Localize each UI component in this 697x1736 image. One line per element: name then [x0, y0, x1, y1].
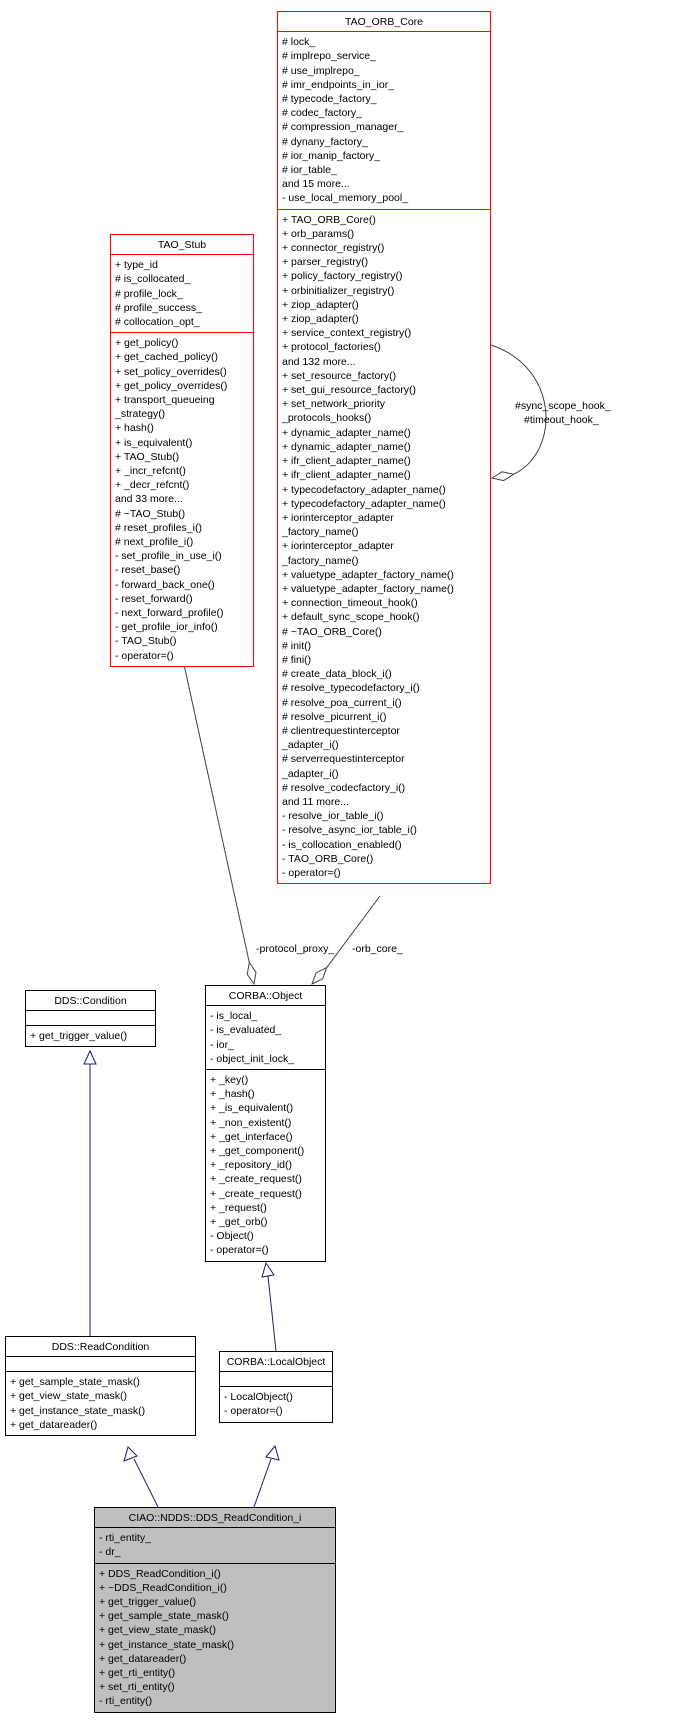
member-line: - operator=() [224, 1405, 283, 1418]
member-line: + ifr_client_adapter_name() [282, 469, 411, 482]
member-line: + _create_request() [210, 1187, 302, 1200]
member-line: + _decr_refcnt() [115, 479, 190, 492]
member-line: # resolve_picurrent_i() [282, 710, 387, 723]
aggregation-diamond-icon [247, 963, 256, 985]
member-line: + iorinterceptor_adapter [282, 540, 394, 553]
member-line: + default_sync_scope_hook() [282, 611, 420, 624]
member-line: _factory_name() [282, 526, 359, 539]
methods-section [26, 1025, 155, 1046]
member-line: - is_evaluated_ [210, 1024, 282, 1037]
member-line: - operator=() [282, 866, 341, 879]
member-line: + _non_existent() [210, 1116, 292, 1129]
member-line: + ifr_client_adapter_name() [282, 455, 411, 468]
member-line: + get_datareader() [10, 1418, 98, 1431]
member-line: # codec_factory_ [282, 107, 362, 120]
member-line: + service_context_registry() [282, 327, 412, 340]
member-line: + get_sample_state_mask() [99, 1610, 229, 1623]
member-line: - TAO_Stub() [115, 635, 177, 648]
member-line: # fini() [282, 653, 312, 666]
member-line: - operator=() [115, 649, 174, 662]
edge-aggregation-orb-core [327, 896, 380, 968]
member-line: + _create_request() [210, 1173, 302, 1186]
member-line: # compression_manager_ [282, 121, 404, 134]
member-line: + protocol_factories() [282, 341, 381, 354]
member-line: # ~TAO_ORB_Core() [282, 625, 382, 638]
methods-section [278, 209, 490, 884]
edge-label-orb-core: -orb_core_ [352, 943, 403, 955]
member-line: + TAO_ORB_Core() [282, 213, 376, 226]
member-line: # collocation_opt_ [115, 316, 200, 329]
member-line: + _get_orb() [210, 1216, 268, 1229]
member-line: + get_cached_policy() [115, 351, 219, 364]
member-line: + typecodefactory_adapter_name() [282, 497, 446, 510]
member-line: # resolve_poa_current_i() [282, 696, 402, 709]
member-line: - reset_forward() [115, 592, 193, 605]
edge-inheritance-ciao-localobject [254, 1459, 271, 1507]
member-line: + set_policy_overrides() [115, 365, 227, 378]
member-line: and 132 more... [282, 355, 356, 368]
member-line: # imr_endpoints_in_ior_ [282, 78, 395, 91]
member-line: # implrepo_service_ [282, 50, 376, 63]
inheritance-triangle-icon [266, 1446, 279, 1460]
member-line: + is_equivalent() [115, 436, 193, 449]
member-line: - resolve_ior_table_i() [282, 810, 384, 823]
member-line: + connector_registry() [282, 242, 385, 255]
member-line: # is_collocated_ [115, 273, 191, 286]
member-line: + get_instance_state_mask() [10, 1404, 146, 1417]
class-title: TAO_ORB_Core [345, 16, 423, 28]
member-line: + get_sample_state_mask() [10, 1376, 140, 1389]
member-line: + _repository_id() [210, 1159, 292, 1172]
class-box-tao-orb-core[interactable] [277, 11, 491, 884]
attributes-section [95, 1527, 335, 1562]
member-line: # ior_table_ [282, 164, 337, 177]
member-line: # init() [282, 639, 312, 652]
edge-inheritance-ciao-readcondition [134, 1459, 158, 1507]
member-line: # ~TAO_Stub() [115, 507, 186, 520]
member-line: + transport_queueing [115, 394, 215, 407]
member-line: # use_implrepo_ [282, 64, 360, 77]
member-line: # next_profile_i() [115, 536, 194, 549]
member-line: + get_datareader() [99, 1652, 187, 1665]
attributes-section [111, 254, 253, 332]
methods-section [206, 1069, 325, 1261]
member-line: + ~DDS_ReadCondition_i() [99, 1581, 227, 1594]
member-line: + get_view_state_mask() [10, 1390, 128, 1403]
member-line: + get_rti_entity() [99, 1667, 176, 1680]
methods-section [6, 1371, 195, 1435]
class-title: CIAO::NDDS::DDS_ReadCondition_i [128, 1512, 302, 1524]
member-line: + dynamic_adapter_name() [282, 426, 411, 439]
member-line: - rti_entity() [99, 1695, 153, 1708]
edge-inheritance-localobject-object [268, 1276, 276, 1351]
member-line: - set_profile_in_use_i() [115, 550, 222, 563]
member-line: # clientrequestinterceptor [282, 724, 400, 737]
member-line: + set_resource_factory() [282, 369, 397, 382]
member-line: - ior_ [210, 1038, 234, 1051]
member-line: + ziop_adapter() [282, 298, 359, 311]
member-line: # resolve_typecodefactory_i() [282, 682, 420, 695]
class-box-ciao-ndds-dds-readcondition-i[interactable] [94, 1507, 336, 1713]
member-line: + hash() [115, 422, 154, 435]
member-line: - reset_base() [115, 564, 181, 577]
member-line: # profile_success_ [115, 301, 202, 314]
member-line: + _key() [210, 1074, 249, 1087]
edge-label-sync-scope-hook: #sync_scope_hook_ [515, 400, 611, 412]
member-line: _protocols_hooks() [282, 412, 372, 425]
member-line: + iorinterceptor_adapter [282, 511, 394, 524]
attributes-section [278, 31, 490, 208]
member-line: - TAO_ORB_Core() [282, 852, 374, 865]
member-line: # ior_manip_factory_ [282, 149, 381, 162]
member-line: # lock_ [282, 36, 316, 49]
member-line: + valuetype_adapter_factory_name() [282, 582, 454, 595]
class-title: DDS::Condition [54, 995, 127, 1007]
member-line: # create_data_block_i() [282, 668, 392, 681]
edge-aggregation-protocol-proxy [183, 660, 249, 963]
member-line: - is_collocation_enabled() [282, 838, 402, 851]
class-box-dds-readcondition[interactable] [5, 1336, 196, 1436]
member-line: - get_profile_ior_info() [115, 621, 218, 634]
member-line: + _get_interface() [210, 1130, 293, 1143]
member-line: - LocalObject() [224, 1391, 293, 1404]
member-line: - is_local_ [210, 1010, 258, 1023]
member-line: _adapter_i() [282, 739, 339, 752]
member-line: # reset_profiles_i() [115, 521, 202, 534]
inheritance-triangle-icon [124, 1447, 137, 1461]
member-line: + _is_equivalent() [210, 1102, 294, 1115]
member-line: + policy_factory_registry() [282, 270, 403, 283]
attributes-section [6, 1356, 195, 1371]
aggregation-diamond-icon [492, 472, 514, 481]
attributes-section [220, 1371, 332, 1386]
member-line: + _request() [210, 1201, 267, 1214]
member-line: + _hash() [210, 1088, 255, 1101]
member-line: + set_rti_entity() [99, 1681, 175, 1694]
member-line: + typecodefactory_adapter_name() [282, 483, 446, 496]
class-title: DDS::ReadCondition [51, 1341, 150, 1353]
member-line: + _get_component() [210, 1145, 305, 1158]
aggregation-diamond-icon [312, 968, 327, 984]
member-line: + connection_timeout_hook() [282, 597, 418, 610]
edge-label-timeout-hook: #timeout_hook_ [524, 414, 599, 426]
attributes-section [206, 1005, 325, 1069]
member-line: + dynamic_adapter_name() [282, 440, 411, 453]
member-line: + TAO_Stub() [115, 450, 180, 463]
class-box-tao-stub[interactable] [110, 234, 254, 667]
member-line: and 15 more... [282, 178, 350, 191]
class-box-corba-localobject[interactable] [219, 1351, 333, 1423]
inheritance-triangle-icon [84, 1051, 96, 1064]
member-line: _factory_name() [282, 554, 359, 567]
member-line: + get_trigger_value() [30, 1030, 128, 1043]
member-line: - forward_back_one() [115, 578, 215, 591]
member-line: + get_view_state_mask() [99, 1624, 217, 1637]
class-title: CORBA::LocalObject [226, 1356, 326, 1368]
member-line: # dynany_factory_ [282, 135, 368, 148]
class-box-dds-condition[interactable] [25, 990, 156, 1047]
class-box-corba-object[interactable] [205, 985, 326, 1262]
member-line: # profile_lock_ [115, 287, 183, 300]
member-line: # resolve_codecfactory_i() [282, 781, 406, 794]
member-line: + set_network_priority [282, 398, 386, 411]
member-line: + orbinitializer_registry() [282, 284, 395, 297]
member-line: + get_instance_state_mask() [99, 1638, 235, 1651]
member-line: - dr_ [99, 1546, 121, 1559]
edge-label-protocol-proxy: -protocol_proxy_ [256, 943, 335, 955]
class-title: TAO_Stub [157, 239, 207, 251]
member-line: + set_gui_resource_factory() [282, 384, 416, 397]
member-line: + type_id [115, 259, 158, 272]
member-line: - next_forward_profile() [115, 607, 224, 620]
member-line: + valuetype_adapter_factory_name() [282, 568, 454, 581]
methods-section [220, 1386, 332, 1421]
member-line: _strategy() [115, 408, 166, 421]
member-line: + get_policy() [115, 337, 179, 350]
member-line: and 11 more... [282, 795, 349, 808]
member-line: + orb_params() [282, 227, 355, 240]
member-line: + get_policy_overrides() [115, 379, 228, 392]
member-line: # serverrequestinterceptor [282, 753, 405, 766]
attributes-section [26, 1010, 155, 1025]
member-line: - resolve_async_ior_table_i() [282, 824, 417, 837]
methods-section [95, 1563, 335, 1712]
class-title: CORBA::Object [228, 990, 303, 1002]
member-line: and 33 more... [115, 493, 183, 506]
member-line: - use_local_memory_pool_ [282, 192, 409, 205]
member-line: - operator=() [210, 1244, 269, 1257]
member-line: - rti_entity_ [99, 1532, 151, 1545]
member-line: - object_init_lock_ [210, 1052, 295, 1065]
member-line: + DDS_ReadCondition_i() [99, 1567, 221, 1580]
member-line: + get_trigger_value() [99, 1596, 197, 1609]
member-line: + ziop_adapter() [282, 313, 359, 326]
inheritance-triangle-icon [262, 1263, 274, 1277]
member-line: _adapter_i() [282, 767, 339, 780]
member-line: # typecode_factory_ [282, 93, 377, 106]
member-line: - Object() [210, 1230, 254, 1243]
methods-section [111, 332, 253, 666]
member-line: + _incr_refcnt() [115, 465, 186, 478]
member-line: + parser_registry() [282, 256, 369, 269]
